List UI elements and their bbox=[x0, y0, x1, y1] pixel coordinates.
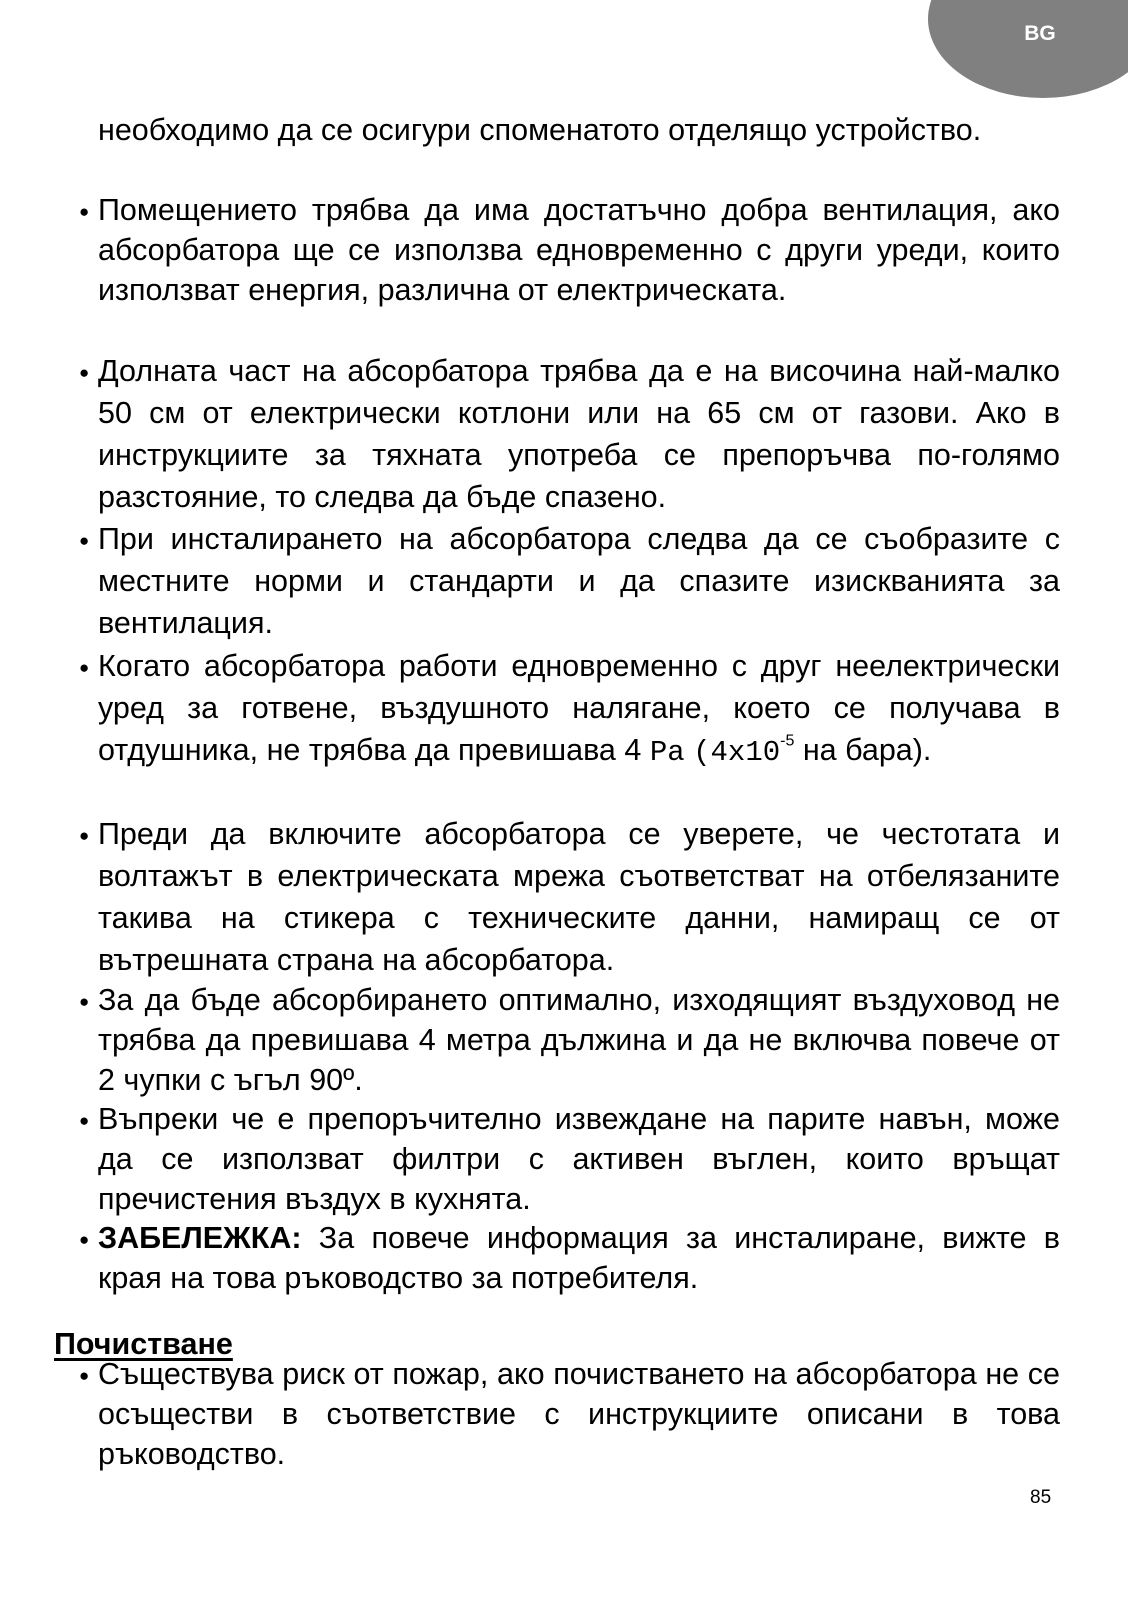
section-heading: Почистване bbox=[54, 1327, 233, 1361]
bullet-installation: При инсталирането на абсорбатора следва да се съобразите с местните норми и стандарти и да спазите изискванията за вентилация. bbox=[98, 522, 1060, 640]
bullet-icon: ● bbox=[79, 992, 90, 1011]
note-text: За повече информация за инсталиране, вижте в края на това ръководство за потребителя. bbox=[98, 1221, 1060, 1295]
bullet-pressure bbox=[98, 645, 1060, 774]
page-number: 85 bbox=[1030, 1487, 1052, 1508]
bullet-filters: Въпреки че е препоръчително извеждане на парите навън, може да се използват филтри с активен въглен, които връщат пречистения въздух в кухнята. bbox=[98, 1102, 1060, 1216]
bullet-icon: ● bbox=[79, 363, 90, 382]
pressure-unit: Pa bbox=[649, 736, 685, 769]
continuation-paragraph: необходимо да се осигури споменатото отделящо устройство. bbox=[98, 113, 982, 147]
language-code: BG bbox=[1024, 22, 1056, 45]
bullet-voltage: Преди да включите абсорбатора се уверете, че честотата и волтажът в електрическата мрежа съответстват на отбелязаните такива на стикера с техническите данни, намиращ се от вътрешната страна на абсорбатора. bbox=[98, 817, 1060, 977]
bullet-icon: ● bbox=[79, 202, 90, 221]
bullet-pressure-text: Когато абсорбатора работи едновременно с друг неелектрически уред за готвене, въздушното налягане, което се получава в отдушника, не трябва да превишава 4 bbox=[98, 649, 1060, 767]
bullet-icon: ● bbox=[79, 1366, 90, 1385]
pressure-suffix: на бара). bbox=[794, 733, 932, 767]
bullet-icon: ● bbox=[79, 658, 90, 677]
bullet-ventilation: Помещението трябва да има достатъчно добра вентилация, ако абсорбатора ще се използва едновременно с други уреди, които използват енергия, различна от електрическата. bbox=[98, 193, 1060, 307]
bullet-duct: За да бъде абсорбирането оптимално, изходящият въздуховод не трябва да превишава 4 метра дължина и да не включва повече от 2 чупки с ъгъл 90º. bbox=[98, 983, 1060, 1097]
bullet-icon: ● bbox=[79, 826, 90, 845]
bullet-icon: ● bbox=[79, 1111, 90, 1130]
bullet-icon: ● bbox=[79, 531, 90, 550]
bullet-fire-risk: Съществува риск от пожар, ако почистването на абсорбатора не се осъществи в съответствие с инструкциите описани в това ръководство. bbox=[98, 1357, 1060, 1471]
note-label: ЗАБЕЛЕЖКА: bbox=[98, 1221, 302, 1255]
bullet-icon: ● bbox=[79, 1230, 90, 1249]
language-tab bbox=[928, 0, 1128, 98]
pressure-value: (4x10 bbox=[693, 736, 781, 769]
bullet-height: Долната част на абсорбатора трябва да е на височина най-малко 50 см от електрически котлони или на 65 см от газови. Ако в инструкциите за тяхната употреба се препоръчва по-голямо разстояние, то следва да бъде спазено. bbox=[98, 354, 1060, 514]
pressure-exponent: -5 bbox=[780, 732, 795, 750]
bullet-note bbox=[98, 1218, 1060, 1298]
